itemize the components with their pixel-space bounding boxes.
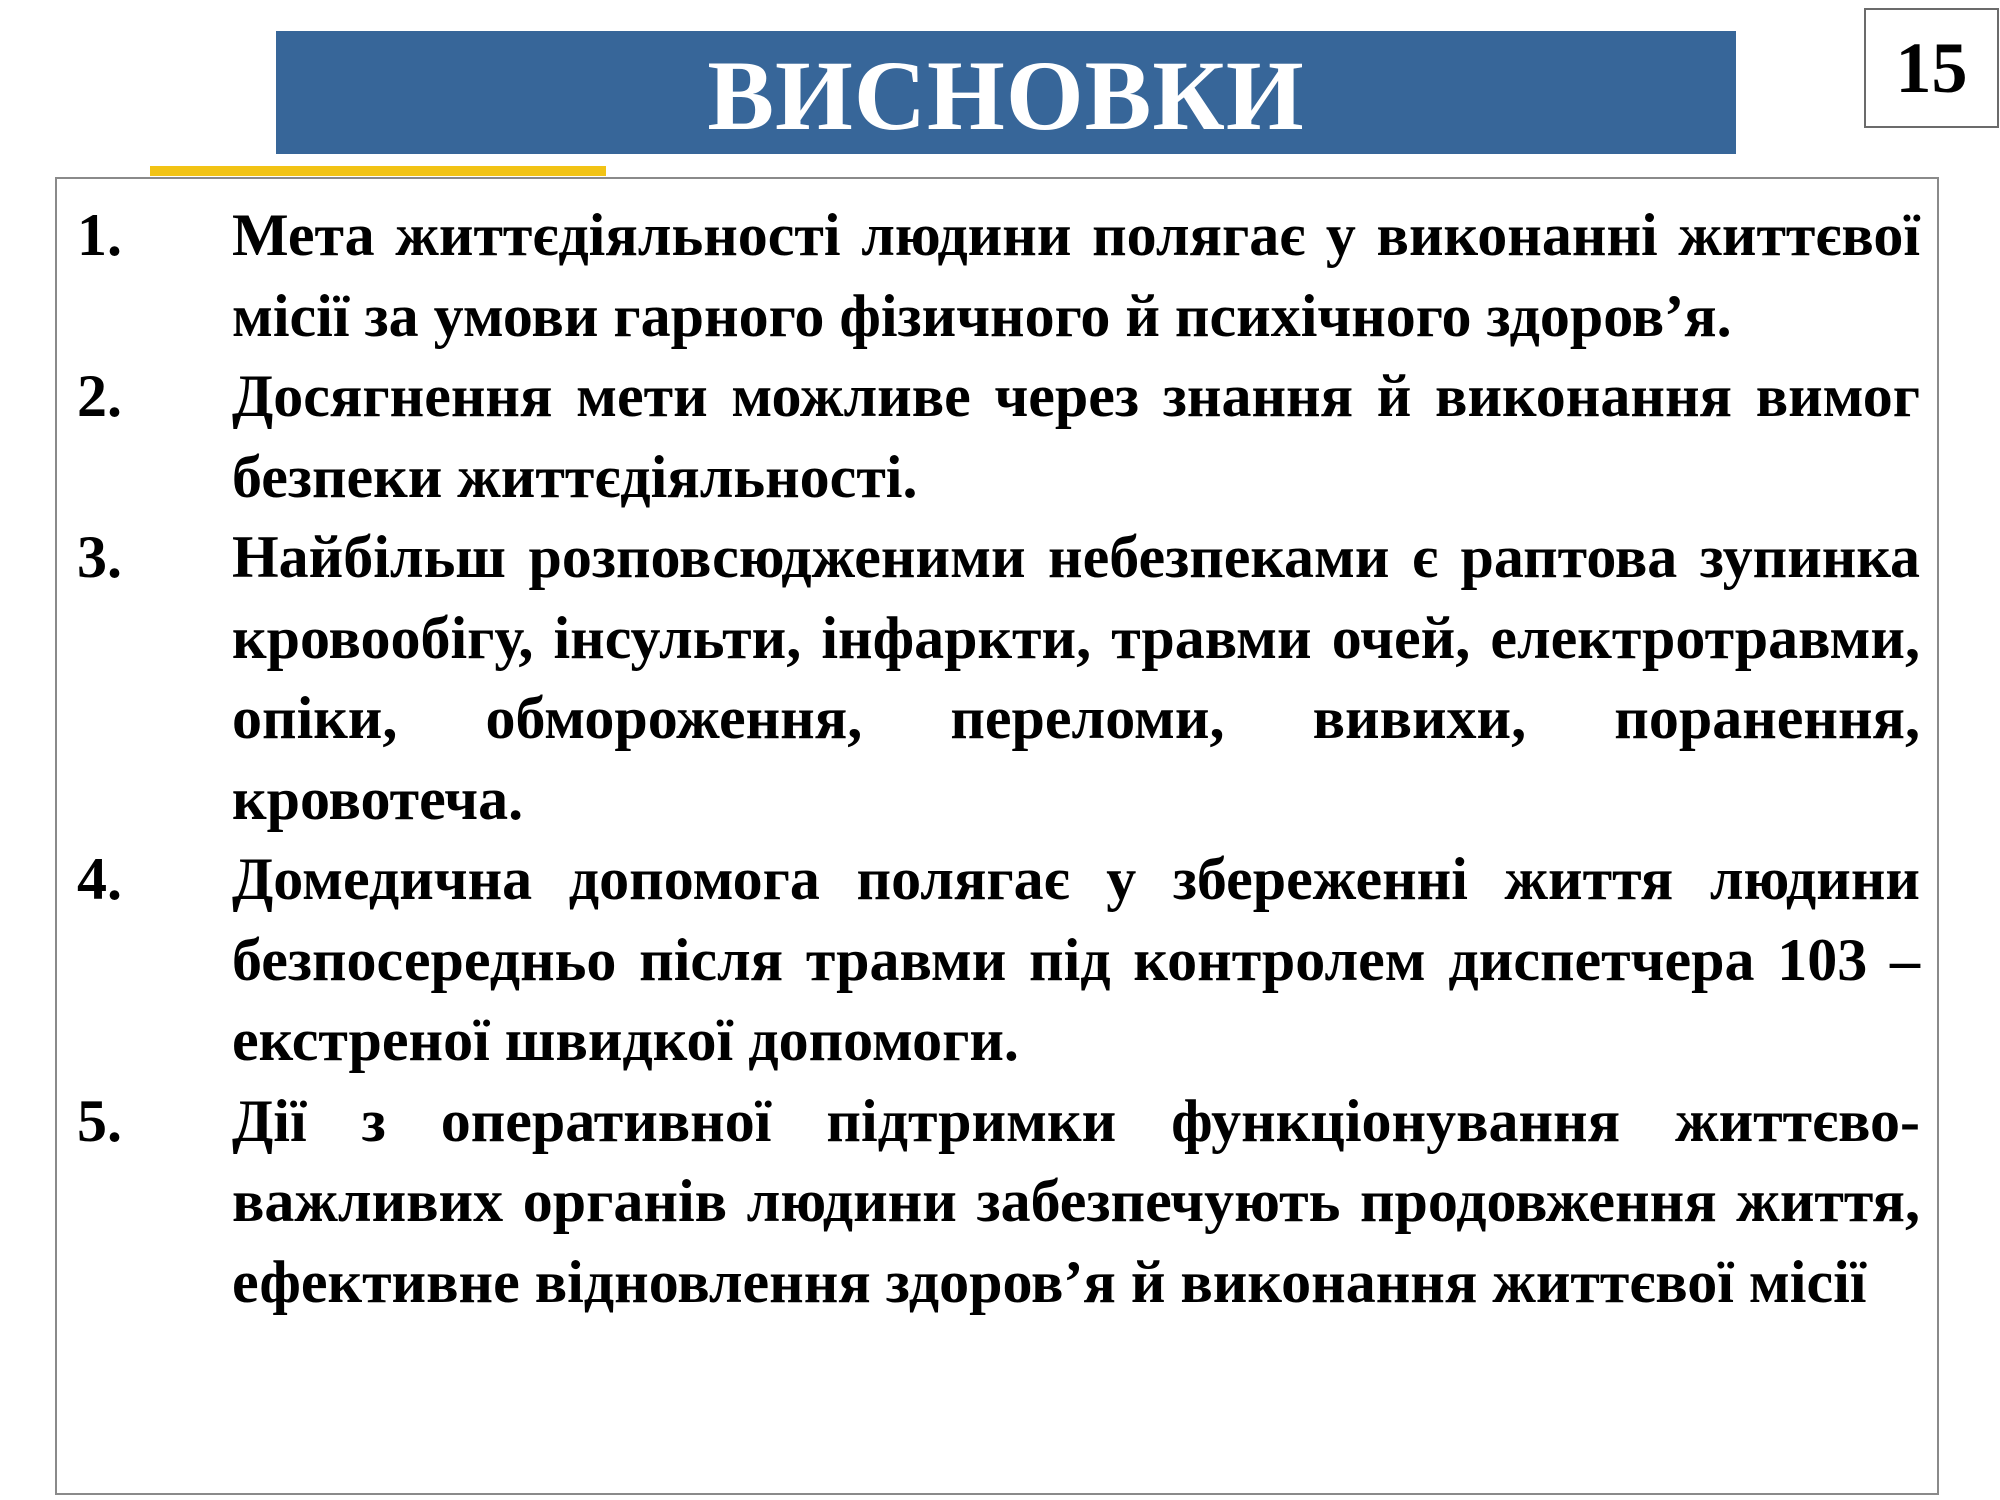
conclusion-number: 1. xyxy=(77,202,122,268)
conclusion-text: Найбільш розповсюдженими небезпеками є раптова зупинка кровообігу, інсульти, інфаркти, травми очей, електротравми, опіки, обмороження, переломи, вивихи, поранення, кровотеча. xyxy=(232,524,1920,832)
conclusion-item-3 xyxy=(77,517,1920,839)
slide-title: ВИСНОВКИ xyxy=(707,39,1305,151)
title-banner xyxy=(276,31,1736,154)
conclusion-number: 2. xyxy=(77,363,122,429)
conclusions-list xyxy=(77,195,1920,1322)
accent-line xyxy=(150,166,606,176)
conclusion-item-5 xyxy=(77,1081,1920,1323)
conclusion-item-4 xyxy=(77,839,1920,1081)
conclusion-number: 4. xyxy=(77,846,122,912)
conclusion-text: Мета життєдіяльності людини полягає у виконанні життєвої місії за умови гарного фізичного й психічного здоров’я. xyxy=(232,202,1920,349)
conclusion-text: Дії з оперативної підтримки функціонування життєво-важливих органів людини забезпечують продовження життя, ефективне відновлення здоров’я й виконання життєвої місії xyxy=(232,1087,1920,1315)
conclusion-number: 5. xyxy=(77,1087,122,1154)
conclusion-item-1 xyxy=(77,195,1920,356)
conclusion-item-2 xyxy=(77,356,1920,517)
content-frame xyxy=(55,177,1939,1495)
conclusion-text: Домедична допомога полягає у збереженні життя людини безпосередньо після травми під контролем диспетчера 103 – екстреної швидкої допомоги. xyxy=(232,846,1920,1073)
page-number: 15 xyxy=(1895,28,1968,108)
conclusion-number: 3. xyxy=(77,524,122,590)
conclusion-text: Досягнення мети можливе через знання й виконання вимог безпеки життєдіяльності. xyxy=(232,363,1920,510)
page-number-box xyxy=(1864,8,1999,128)
